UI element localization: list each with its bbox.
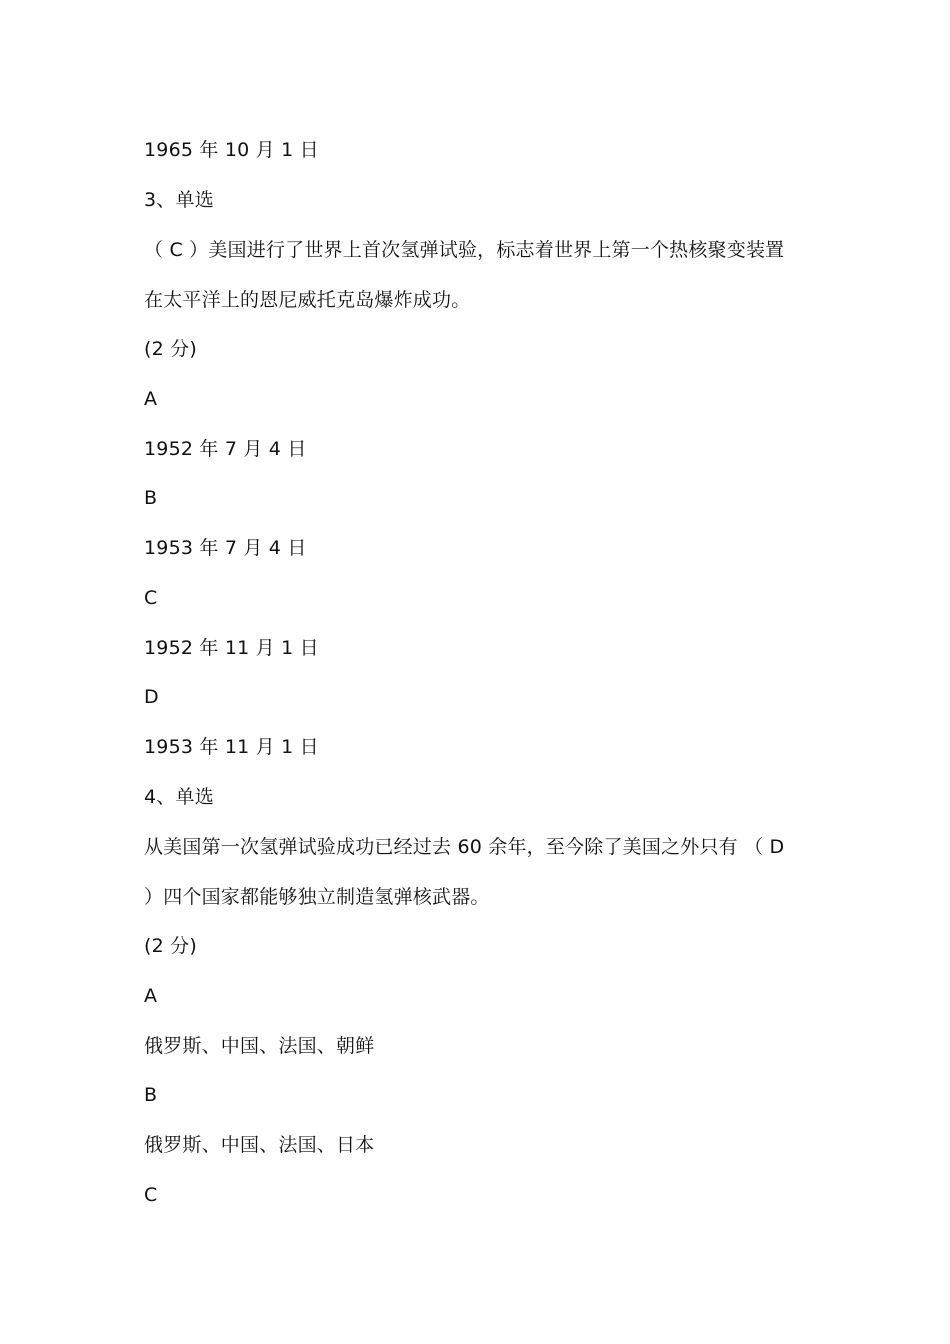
question-3-option-d-label: D	[144, 686, 159, 708]
question-3-option-a-text: 1952 年 7 月 4 日	[144, 438, 307, 460]
question-4-option-b-label: B	[144, 1084, 158, 1106]
question-4-option-a-text: 俄罗斯、中国、法国、朝鲜	[144, 1035, 375, 1057]
question-3-option-c-label: C	[144, 587, 158, 609]
question-3-stem-line-1: （ C ）美国进行了世界上首次氢弹试验，标志着世界上第一个热核聚变装置	[144, 239, 785, 261]
question-3-option-c-text: 1952 年 11 月 1 日	[144, 637, 319, 659]
question-3-option-a-label: A	[144, 388, 158, 410]
question-3-number: 3、单选	[144, 189, 214, 211]
prev-option-text: 1965 年 10 月 1 日	[144, 139, 319, 161]
question-4-stem-line-2: ）四个国家都能够独立制造氢弹核武器。	[144, 886, 490, 908]
question-4-option-b-text: 俄罗斯、中国、法国、日本	[144, 1134, 375, 1156]
question-3-option-b-text: 1953 年 7 月 4 日	[144, 537, 307, 559]
question-3-score: (2 分)	[144, 338, 197, 360]
question-4-option-a-label: A	[144, 985, 158, 1007]
question-3-option-d-text: 1953 年 11 月 1 日	[144, 736, 319, 758]
question-4-number: 4、单选	[144, 786, 214, 808]
question-4-score: (2 分)	[144, 935, 197, 957]
question-4-stem-line-1: 从美国第一次氢弹试验成功已经过去 60 余年，至今除了美国之外只有 （ D	[144, 836, 785, 858]
question-3-option-b-label: B	[144, 487, 158, 509]
question-4-option-c-label: C	[144, 1184, 158, 1206]
question-3-stem-line-2: 在太平洋上的恩尼威托克岛爆炸成功。	[144, 289, 471, 311]
